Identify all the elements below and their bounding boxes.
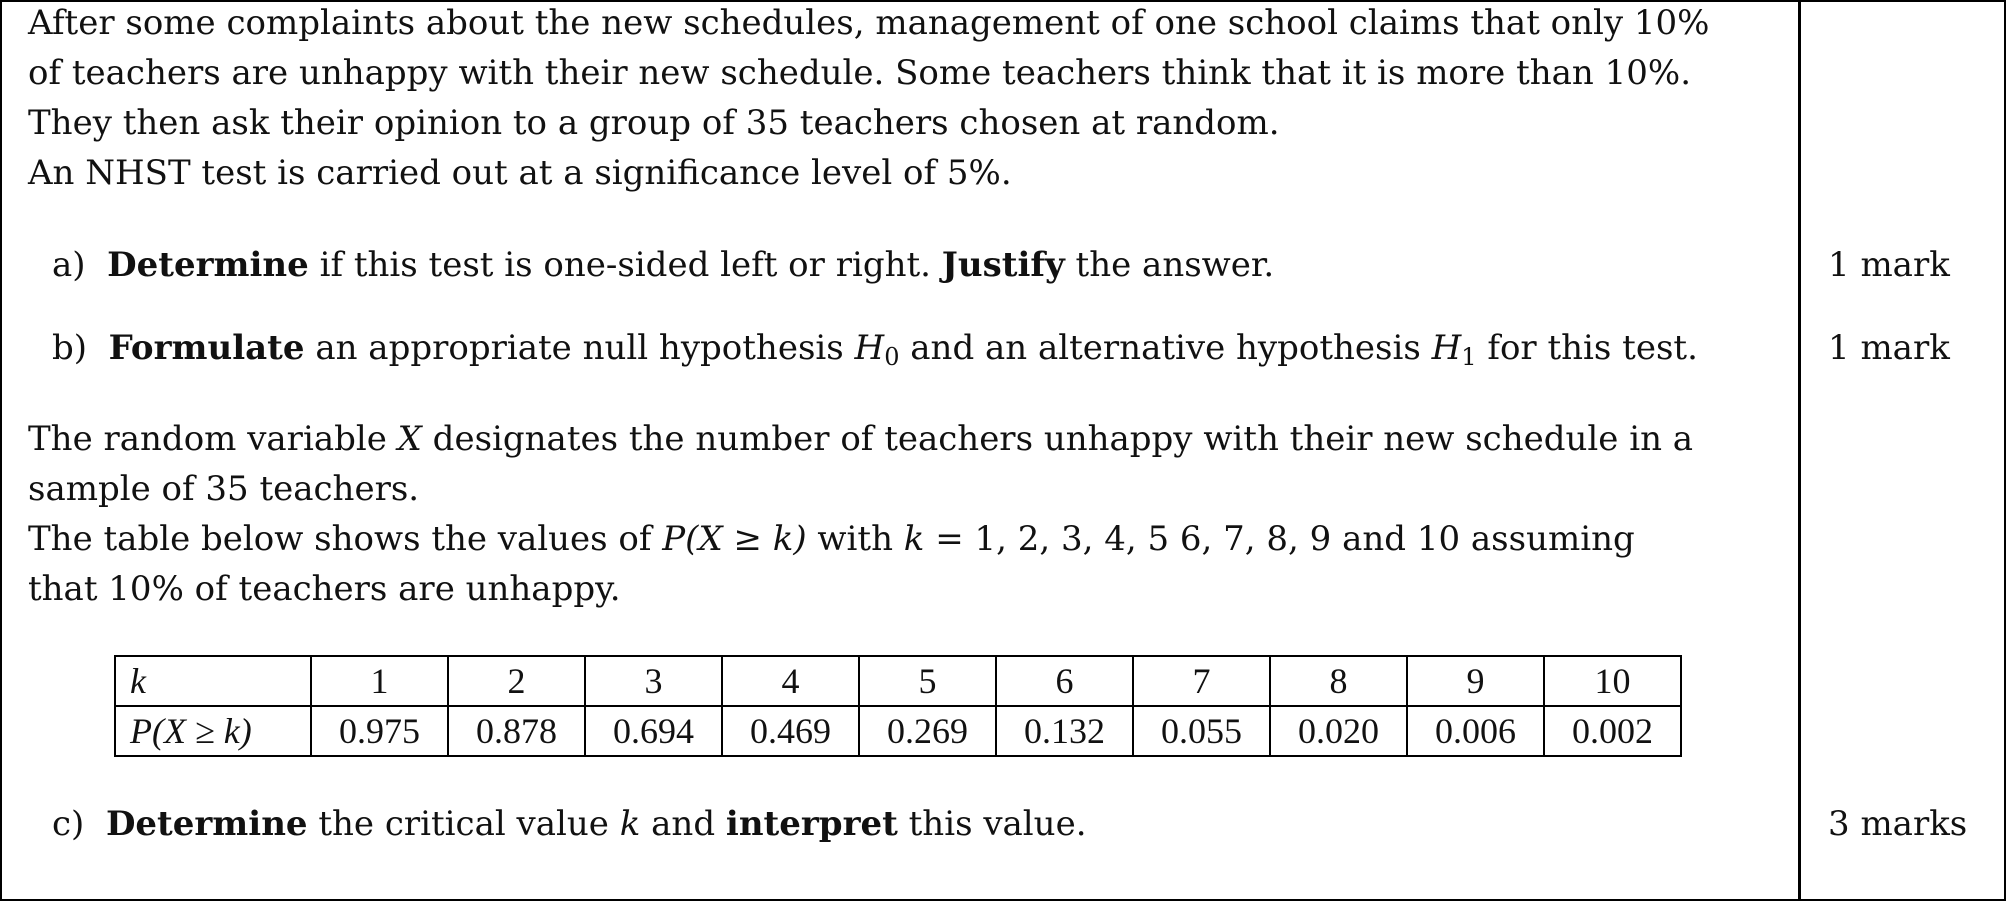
probability-expression: P(X ≥ k) bbox=[662, 519, 807, 559]
question-a-verb-determine: Determine bbox=[107, 245, 309, 285]
question-c-text-3: this value. bbox=[897, 804, 1087, 844]
table-cell: 0.020 bbox=[1270, 706, 1407, 756]
table-cell: 2 bbox=[448, 656, 585, 706]
rv-line-3-c: = 1, 2, 3, 4, 5 6, 7, 8, 9 and 10 assuming bbox=[924, 519, 1635, 559]
table-cell: 4 bbox=[722, 656, 859, 706]
h0-symbol: H bbox=[854, 328, 885, 368]
table-cell: 0.055 bbox=[1133, 706, 1270, 756]
probability-table bbox=[114, 655, 1682, 757]
question-a bbox=[52, 240, 1274, 290]
h0-subscript: 0 bbox=[884, 343, 900, 371]
table-cell: 10 bbox=[1544, 656, 1681, 706]
table-cell: 0.469 bbox=[722, 706, 859, 756]
table-cell: 0.132 bbox=[996, 706, 1133, 756]
header-p-text: P(X ≥ k) bbox=[130, 711, 252, 751]
rv-line-3 bbox=[28, 514, 1635, 564]
intro-line-4: An NHST test is carried out at a significance level of 5%. bbox=[28, 153, 1012, 193]
table-cell: 1 bbox=[311, 656, 448, 706]
rv-line-3-b: with bbox=[806, 519, 904, 559]
table-cell: 8 bbox=[1270, 656, 1407, 706]
rv-line-3-a: The table below shows the values of bbox=[28, 519, 663, 559]
question-c-text-1: the critical value bbox=[307, 804, 620, 844]
question-c-text-2: and bbox=[640, 804, 726, 844]
h1-symbol: H bbox=[1431, 328, 1462, 368]
table-header-probability bbox=[115, 706, 311, 756]
question-c-verb-interpret: interpret bbox=[725, 804, 898, 844]
question-a-text-2: the answer. bbox=[1064, 245, 1275, 285]
intro-line-1: After some complaints about the new schedules, management of one school claims that only 10% bbox=[28, 3, 1710, 43]
question-a-text-1: if this test is one-sided left or right. bbox=[308, 245, 942, 285]
question-b-verb-formulate: Formulate bbox=[108, 328, 305, 368]
question-a-label: a) bbox=[52, 245, 86, 285]
table-row-k bbox=[115, 656, 1681, 706]
table-cell: 6 bbox=[996, 656, 1133, 706]
table-cell: 0.002 bbox=[1544, 706, 1681, 756]
table-cell: 0.006 bbox=[1407, 706, 1544, 756]
variable-k: k bbox=[903, 519, 925, 559]
intro-line-2: of teachers are unhappy with their new schedule. Some teachers think that it is more than 10%. bbox=[28, 53, 1691, 93]
question-c-k: k bbox=[619, 804, 641, 844]
question-c-label: c) bbox=[52, 804, 85, 844]
marks-column-divider bbox=[1798, 0, 1801, 901]
table-row-probability bbox=[115, 706, 1681, 756]
variable-x: X bbox=[397, 419, 422, 459]
table-cell: 0.269 bbox=[859, 706, 996, 756]
table-cell: 3 bbox=[585, 656, 722, 706]
rv-line-1-a: The random variable bbox=[28, 419, 398, 459]
rv-line-4: that 10% of teachers are unhappy. bbox=[28, 569, 621, 609]
question-b-label: b) bbox=[52, 328, 88, 368]
table-cell: 0.975 bbox=[311, 706, 448, 756]
question-b-text-3: for this test. bbox=[1476, 328, 1698, 368]
table-cell: 0.694 bbox=[585, 706, 722, 756]
rv-line-1-b: designates the number of teachers unhappy with their new schedule in a bbox=[421, 419, 1694, 459]
question-a-marks: 1 mark bbox=[1828, 245, 1950, 285]
table-cell: 5 bbox=[859, 656, 996, 706]
h1-subscript: 1 bbox=[1461, 343, 1477, 371]
intro-line-3: They then ask their opinion to a group of 35 teachers chosen at random. bbox=[28, 103, 1280, 143]
rv-line-2: sample of 35 teachers. bbox=[28, 469, 420, 509]
table-cell: 0.878 bbox=[448, 706, 585, 756]
question-b-marks: 1 mark bbox=[1828, 328, 1950, 368]
question-c bbox=[52, 799, 1087, 849]
question-b bbox=[52, 323, 1698, 373]
question-c-verb-determine: Determine bbox=[105, 804, 308, 844]
rv-line-1 bbox=[28, 414, 1693, 464]
question-b-text-2: and an alternative hypothesis bbox=[899, 328, 1432, 368]
question-a-verb-justify: Justify bbox=[941, 245, 1065, 285]
table-header-k bbox=[115, 656, 311, 706]
table-cell: 7 bbox=[1133, 656, 1270, 706]
table-cell: 9 bbox=[1407, 656, 1544, 706]
question-b-text-1: an appropriate null hypothesis bbox=[304, 328, 855, 368]
question-c-marks: 3 marks bbox=[1828, 804, 1968, 844]
header-k-text: k bbox=[130, 661, 146, 701]
